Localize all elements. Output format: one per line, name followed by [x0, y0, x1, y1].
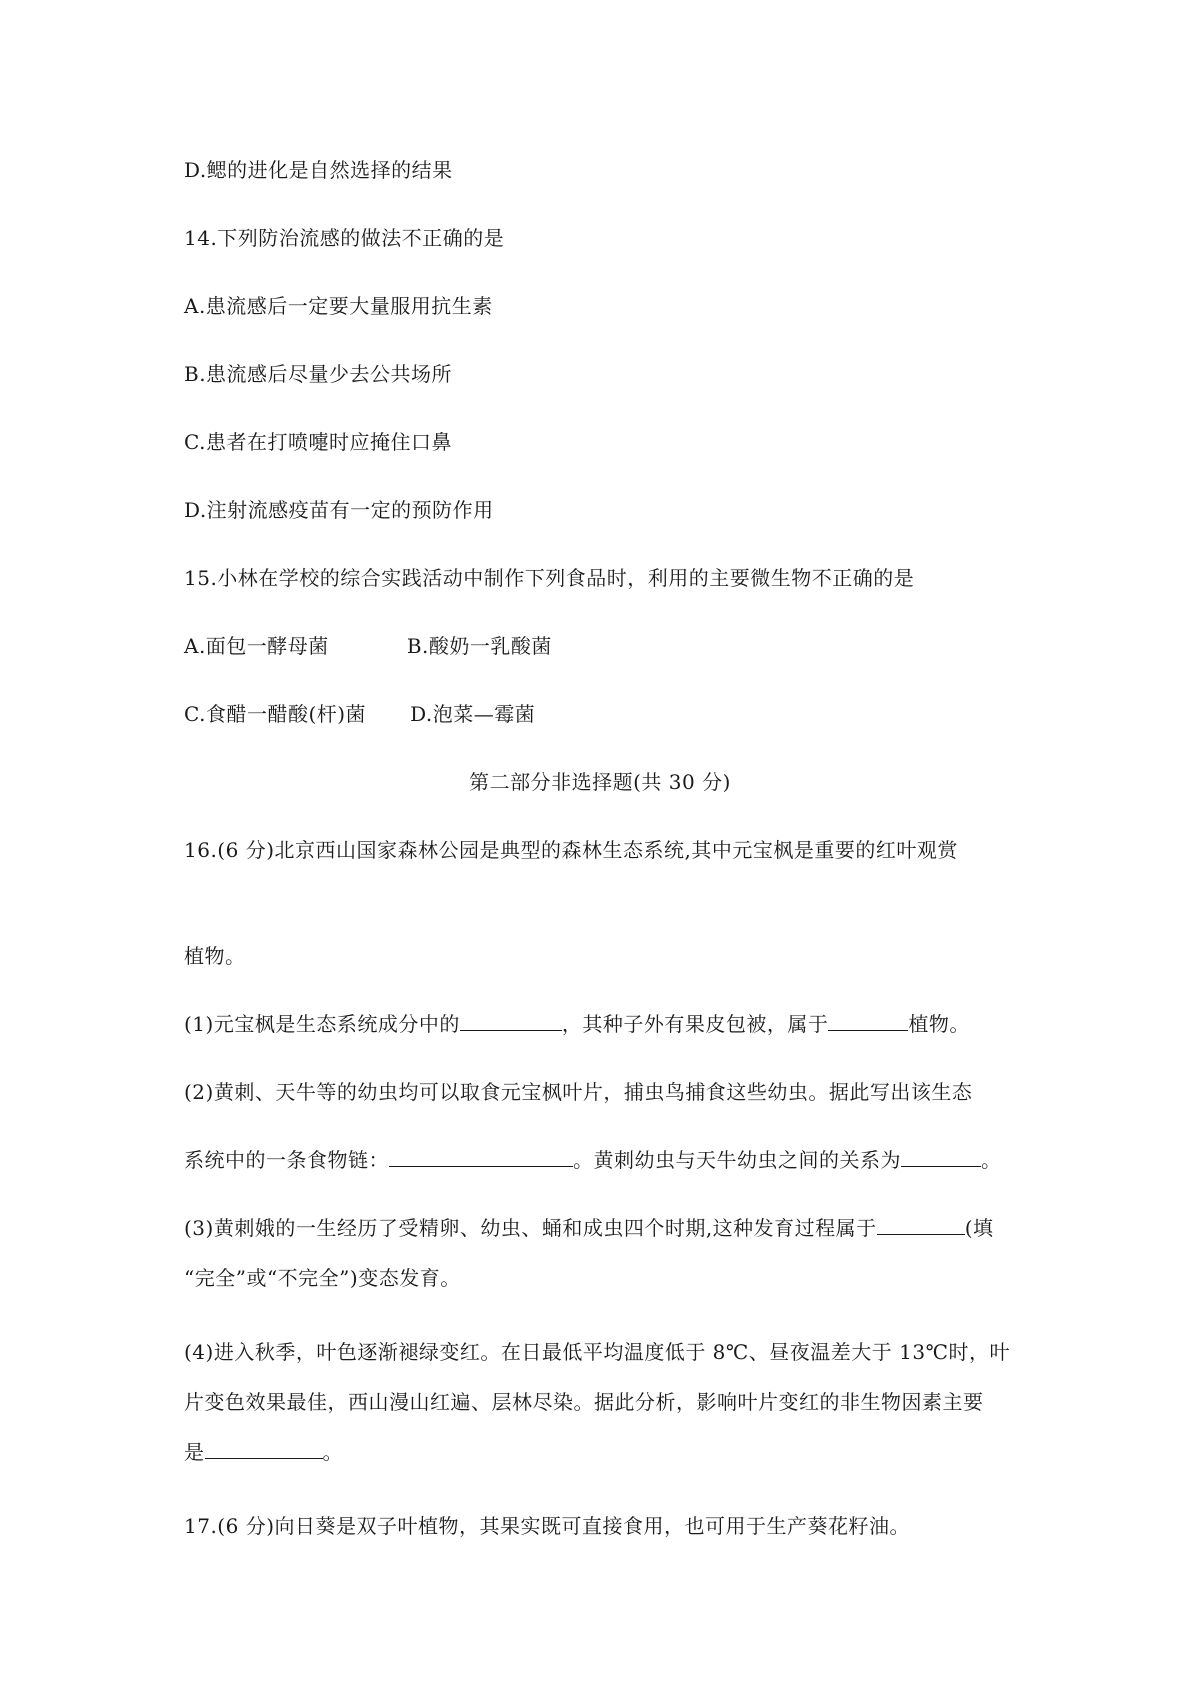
q16-part4-line1: (4)进入秋季，叶色逐渐褪绿变红。在日最低平均温度低于 8℃、昼夜温差大于 13℃时，叶	[184, 1340, 1010, 1364]
q16-p2-text-c: 。	[981, 1148, 1002, 1172]
q15-option-c: C.食醋一醋酸(杆)菌	[184, 702, 367, 726]
section2-heading: 第二部分非选择题(共 30 分)	[469, 770, 731, 794]
answer-blank-6[interactable]	[205, 1438, 323, 1459]
q14-option-a: A.患流感后一定要大量服用抗生素	[184, 294, 493, 318]
q16-stem-line1: 16.(6 分)北京西山国家森林公园是典型的森林生态系统,其中元宝枫是重要的红叶观赏	[184, 838, 958, 862]
q16-part1	[184, 1010, 970, 1038]
q16-p4-text-b: 。	[322, 1440, 343, 1464]
q16-part4-line2: 片变色效果最佳，西山漫山红遍、层林尽染。据此分析，影响叶片变红的非生物因素主要	[184, 1390, 984, 1414]
q15-option-b: B.酸奶一乳酸菌	[406, 634, 552, 658]
q14-option-d: D.注射流感疫苗有一定的预防作用	[184, 498, 494, 522]
q15-options-row2	[184, 700, 535, 728]
answer-blank-5[interactable]	[877, 1214, 965, 1235]
q14-stem: 14.下列防治流感的做法不正确的是	[184, 226, 505, 250]
q16-stem-line2: 植物。	[184, 944, 246, 968]
q16-p3-text-b: (填	[964, 1216, 994, 1240]
q13-option-d: D.鳃的进化是自然选择的结果	[184, 158, 453, 182]
answer-blank-3[interactable]	[389, 1146, 573, 1167]
q17-stem: 17.(6 分)向日葵是双子叶植物，其果实既可直接食用，也可用于生产葵花籽油。	[184, 1514, 910, 1538]
q16-p1-text-a: (1)元宝枫是生态系统成分中的	[184, 1012, 460, 1036]
q15-options-row1	[184, 632, 552, 660]
q16-part4-line3	[184, 1438, 343, 1466]
q16-part3-line1	[184, 1214, 994, 1242]
answer-blank-1[interactable]	[460, 1010, 562, 1031]
q16-p2-text-b: 。黄刺幼虫与天牛幼虫之间的关系为	[573, 1148, 901, 1172]
q14-option-c: C.患者在打喷嚏时应掩住口鼻	[184, 430, 452, 454]
answer-blank-4[interactable]	[901, 1146, 981, 1167]
answer-blank-2[interactable]	[828, 1010, 908, 1031]
q16-part2-line2	[184, 1146, 1002, 1174]
q15-stem: 15.小林在学校的综合实践活动中制作下列食品时，利用的主要微生物不正确的是	[184, 566, 915, 590]
q15-option-a: A.面包一酵母菌	[184, 634, 329, 658]
q15-option-d: D.泡菜—霉菌	[410, 702, 536, 726]
q16-p3-text-a: (3)黄刺娥的一生经历了受精卵、幼虫、蛹和成虫四个时期,这种发育过程属于	[184, 1216, 877, 1240]
q16-p1-text-b: ，其种子外有果皮包被，属于	[561, 1012, 829, 1036]
q16-p1-text-c: 植物。	[908, 1012, 970, 1036]
q16-part3-line2: “完全”或“不完全”)变态发育。	[184, 1266, 461, 1290]
q14-option-b: B.患流感后尽量少去公共场所	[184, 362, 453, 386]
q16-part2-line1: (2)黄刺、天牛等的幼虫均可以取食元宝枫叶片，捕虫鸟捕食这些幼虫。据此写出该生态	[184, 1080, 973, 1104]
q16-p2-text-a: 系统中的一条食物链：	[184, 1148, 389, 1172]
q16-p4-text-a: 是	[184, 1440, 205, 1464]
